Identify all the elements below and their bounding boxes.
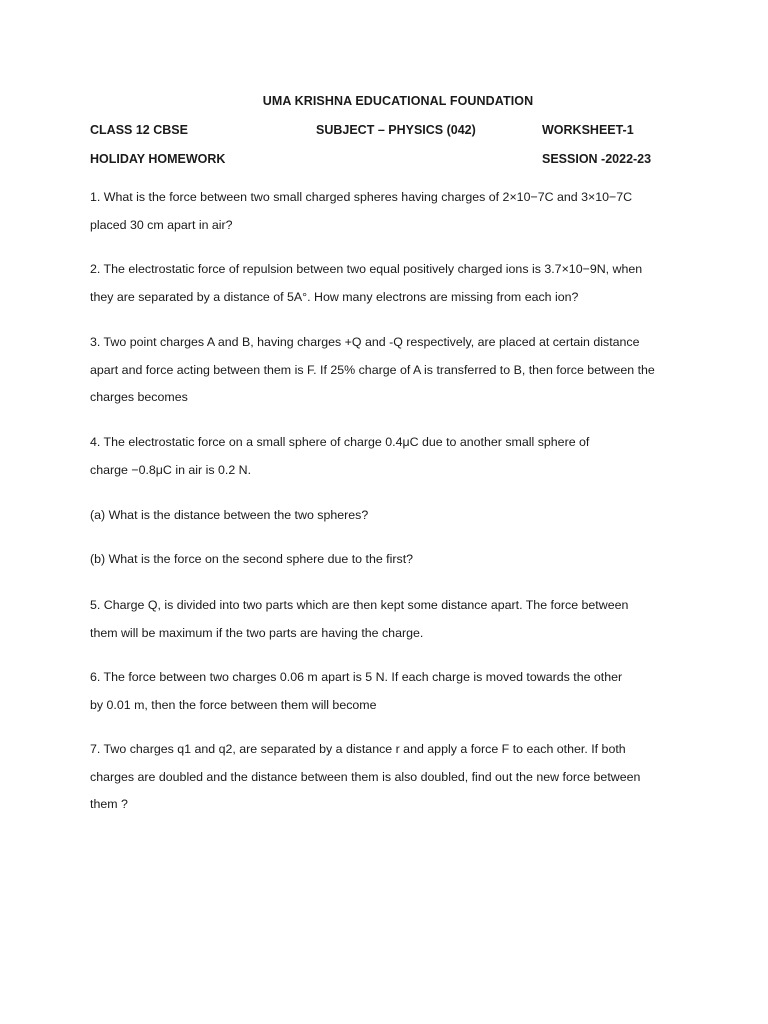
question-line: them ?: [90, 797, 128, 811]
document-title: UMA KRISHNA EDUCATIONAL FOUNDATION: [262, 94, 534, 108]
question-line: apart and force acting between them is F. If 25% charge of A is transferred to B, then force between the: [90, 362, 655, 377]
question-3: [90, 329, 690, 412]
question-line: 4. The electrostatic force on a small sphere of charge 0.4μC due to another small sphere of: [90, 435, 590, 449]
question-line: 1. What is the force between two small charged spheres having charges of 2×10−7C and 3×10−7C: [90, 190, 633, 204]
question-line: (b) What is the force on the second sphere due to the first?: [90, 552, 414, 566]
question-line: 3. Two point charges A and B, having charges +Q and -Q respectively, are placed at certain distance: [90, 335, 640, 349]
question-4a: [90, 502, 690, 530]
worksheet-label: WORKSHEET-1: [542, 123, 634, 137]
question-line: placed 30 cm apart in air?: [90, 217, 233, 232]
session-label: SESSION -2022-23: [542, 152, 652, 166]
question-line: charges are doubled and the distance between them is also doubled, find out the new force between: [90, 769, 641, 784]
question-line: 6. The force between two charges 0.06 m apart is 5 N. If each charge is moved towards the other: [90, 670, 623, 684]
question-1: [90, 184, 690, 239]
question-line: charges becomes: [90, 390, 188, 404]
question-line: by 0.01 m, then the force between them will become: [90, 697, 377, 712]
header-row-1: [90, 123, 690, 141]
question-line: (a) What is the distance between the two spheres?: [90, 508, 369, 522]
question-line: them will be maximum if the two parts are having the charge.: [90, 625, 424, 640]
question-7: [90, 736, 690, 819]
question-6: [90, 664, 690, 719]
class-label: CLASS 12 CBSE: [90, 123, 188, 137]
subject-label: SUBJECT – PHYSICS (042): [316, 123, 476, 137]
question-4b: [90, 546, 690, 574]
question-5: [90, 592, 690, 647]
question-line: 7. Two charges q1 and q2, are separated by a distance r and apply a force F to each other. If both: [90, 742, 626, 756]
homework-label: HOLIDAY HOMEWORK: [90, 152, 226, 166]
question-line: 5. Charge Q, is divided into two parts which are then kept some distance apart. The force between: [90, 598, 629, 612]
question-line: 2. The electrostatic force of repulsion between two equal positively charged ions is 3.7×10−9N, when: [90, 262, 643, 276]
question-2: [90, 256, 690, 311]
question-line: charge −0.8μC in air is 0.2 N.: [90, 462, 252, 477]
question-4: [90, 429, 690, 484]
header-row-2: [90, 152, 690, 170]
question-line: they are separated by a distance of 5A°. How many electrons are missing from each ion?: [90, 289, 579, 304]
